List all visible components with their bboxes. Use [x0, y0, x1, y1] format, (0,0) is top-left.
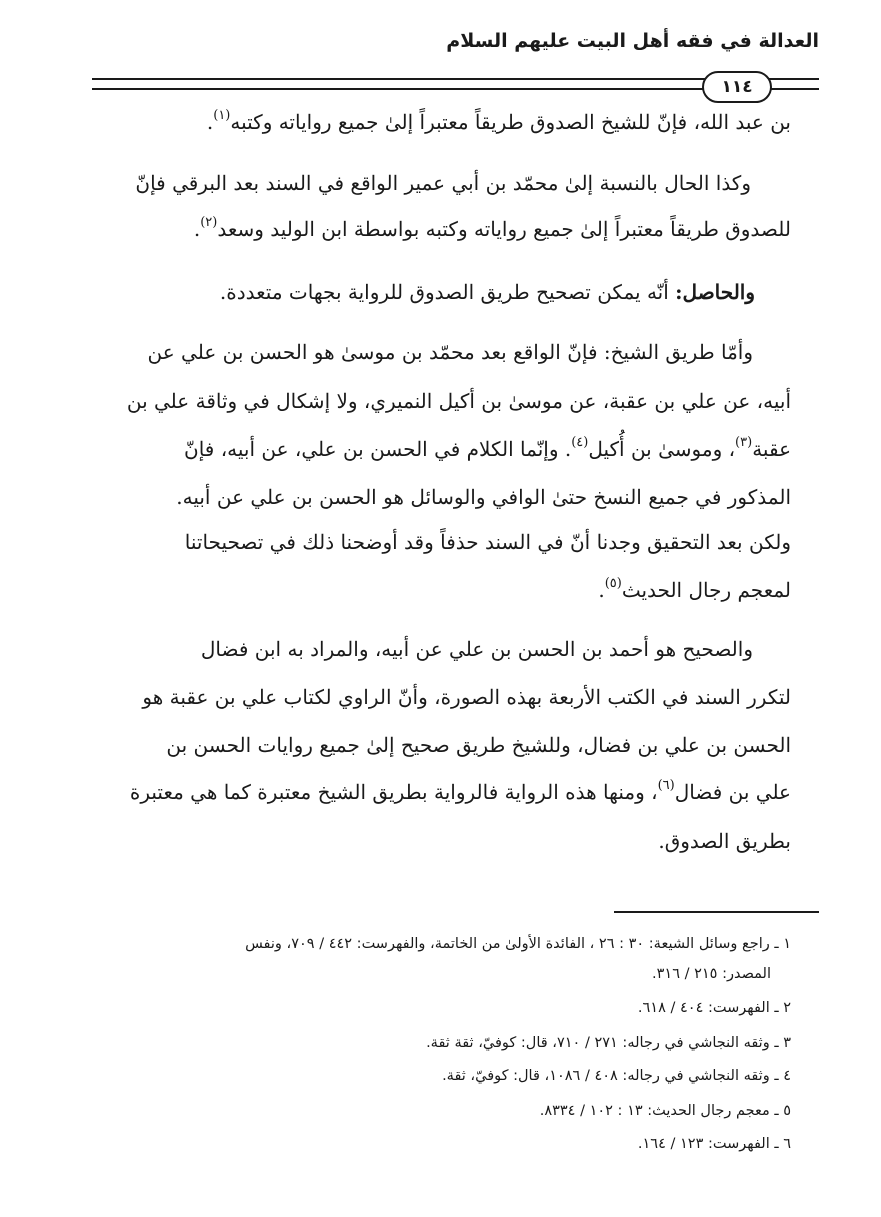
running-header-title: العدالة في فقه أهل البيت عليهم السلام [446, 30, 819, 52]
footnote-1-continued: المصدر: ٢١٥ / ٣١٦. [652, 966, 771, 982]
footnote-ref: (٣) [735, 435, 753, 450]
text-line: والحاصل: أنّه يمكن تصحيح طريق الصدوق للرواية بجهات متعددة. [219, 280, 755, 304]
text-line: بطريق الصدوق. [658, 829, 791, 853]
footnote-4: ٤ ـ وثقه النجاشي في رجاله: ٤٠٨ / ١٠٨٦، قال: كوفيّ، ثقة. [442, 1068, 791, 1084]
footnote-ref: (٤) [571, 435, 589, 450]
text-line: للصدوق طريقاً معتبراً إلىٰ جميع رواياته وكتبه بواسطة ابن الوليد وسعد$^{(٢)}$. [193, 215, 791, 241]
text-line: المذكور في جميع النسخ حتىٰ الوافي والوسائل هو الحسن بن علي عن أبيه. [176, 485, 791, 509]
lead-word: والحاصل: [675, 280, 755, 304]
text-line: والصحيح هو أحمد بن الحسن بن علي عن أبيه، والمراد به ابن فضال [200, 637, 753, 661]
footnote-1: ١ ـ راجع وسائل الشيعة: ٣٠ : ٢٦ ، الفائدة الأولىٰ من الخاتمة، والفهرست: ٤٤٢ / ٧٠٩، ونفس [245, 936, 791, 952]
footnote-6: ٦ ـ الفهرست: ١٢٣ / ١٦٤. [637, 1136, 791, 1152]
footnote-separator [614, 911, 819, 913]
footnote-5: ٥ ـ معجم رجال الحديث: ١٣ : ١٠٢ / ٨٣٣٤. [539, 1103, 791, 1119]
text-line: وأمّا طريق الشيخ: فإنّ الواقع بعد محمّد بن موسىٰ هو الحسن بن علي عن [147, 340, 753, 364]
footnote-3: ٣ ـ وثقه النجاشي في رجاله: ٢٧١ / ٧١٠، قال: كوفيّ، ثقة ثقة. [426, 1035, 791, 1051]
text-line: بن عبد الله، فإنّ للشيخ الصدوق طريقاً معتبراً إلىٰ جميع رواياته وكتبه$^{(١)}$. [206, 108, 791, 134]
page-number: ١١٤ [702, 71, 772, 103]
text-line: لتكرر السند في الكتب الأربعة بهذه الصورة، وأنّ الراوي لكتاب علي بن عقبة هو [142, 685, 791, 709]
footnote-ref: (٦) [657, 778, 675, 793]
footnote-ref: (١) [213, 108, 231, 123]
text-line: أبيه، عن علي بن عقبة، عن موسىٰ بن أكيل النميري، ولا إشكال في وثاقة علي بن [126, 389, 791, 413]
text-line: علي بن فضال$^{(٦)}$، ومنها هذه الرواية فالرواية بطريق الشيخ معتبرة كما هي معتبرة [129, 778, 791, 804]
text-line: وكذا الحال بالنسبة إلىٰ محمّد بن أبي عمير الواقع في السند بعد البرقي فإنّ [135, 171, 751, 195]
text-line: الحسن بن علي بن فضال، وللشيخ طريق صحيح إلىٰ جميع روايات الحسن بن [166, 733, 791, 757]
footnote-ref: (٢) [200, 215, 218, 230]
text-line: لمعجم رجال الحديث$^{(٥)}$. [598, 576, 791, 602]
text-line: ولكن بعد التحقيق وجدنا أنّ في السند حذفاً وقد أوضحنا ذلك في تصحيحاتنا [184, 530, 791, 554]
text-line: عقبة$^{(٣)}$، وموسىٰ بن أُكيل$^{(٤)}$. وإنّما الكلام في الحسن بن علي، عن أبيه، فإنّ [184, 435, 791, 461]
footnote-2: ٢ ـ الفهرست: ٤٠٤ / ٦١٨. [637, 1000, 791, 1016]
footnote-ref: (٥) [604, 576, 622, 591]
